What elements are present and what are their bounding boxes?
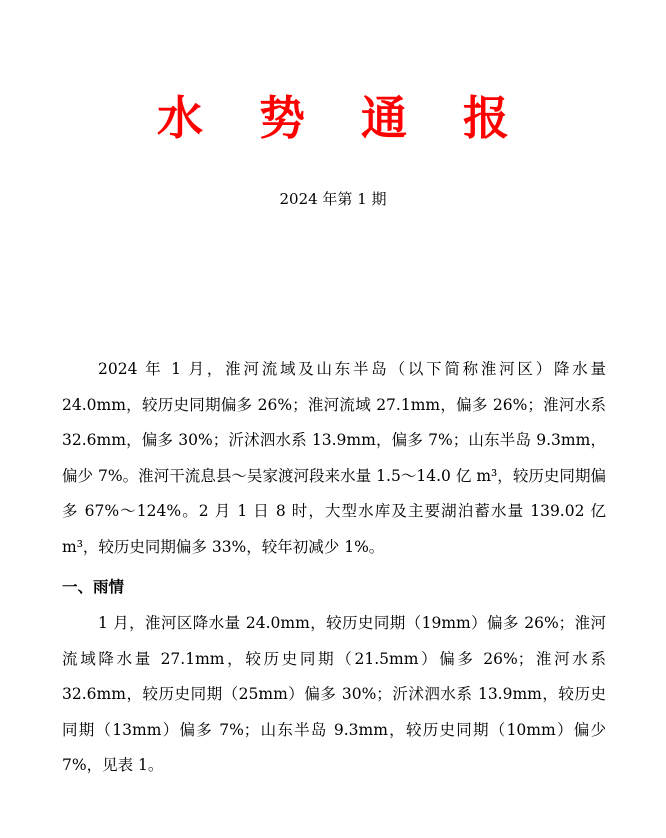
document-body: [62, 352, 606, 784]
rainfall-paragraph: 1 月，淮河区降水量 24.0mm，较历史同期（19mm）偏多 26%；淮河流域降水量 27.1mm，较历史同期（21.5mm）偏多 26%；淮河水系 32.6mm，较历史同期（25mm）偏多 30%；沂沭泗水系 13.9mm，较历史同期（13mm）偏多 7%；山东半岛 9.3mm，较历史同期（10mm）偏少 7%，见表 1。: [62, 614, 606, 774]
document-title: 水 势 通 报: [156, 91, 530, 145]
summary-paragraph: 2024 年 1 月，淮河流域及山东半岛（以下简称淮河区）降水量 24.0mm，较历史同期偏多 26%；淮河流域 27.1mm，偏多 26%；淮河水系 32.6mm，偏多 30%；沂沭泗水系 13.9mm，偏多 7%；山东半岛 9.3mm，偏少 7%。淮河干流息县～吴家渡河段来水量 1.5～14.0 亿 m³，较历史同期偏多 67%～124%。2 月 1 日 8 时，大型水库及主要湖泊蓄水量 139.02 亿 m³，较历史同期偏多 33%，较年初减少 1%。: [62, 360, 606, 556]
issue-number: 2024 年第 1 期: [279, 190, 387, 208]
section-heading-rainfall: 一、雨情: [62, 578, 125, 596]
